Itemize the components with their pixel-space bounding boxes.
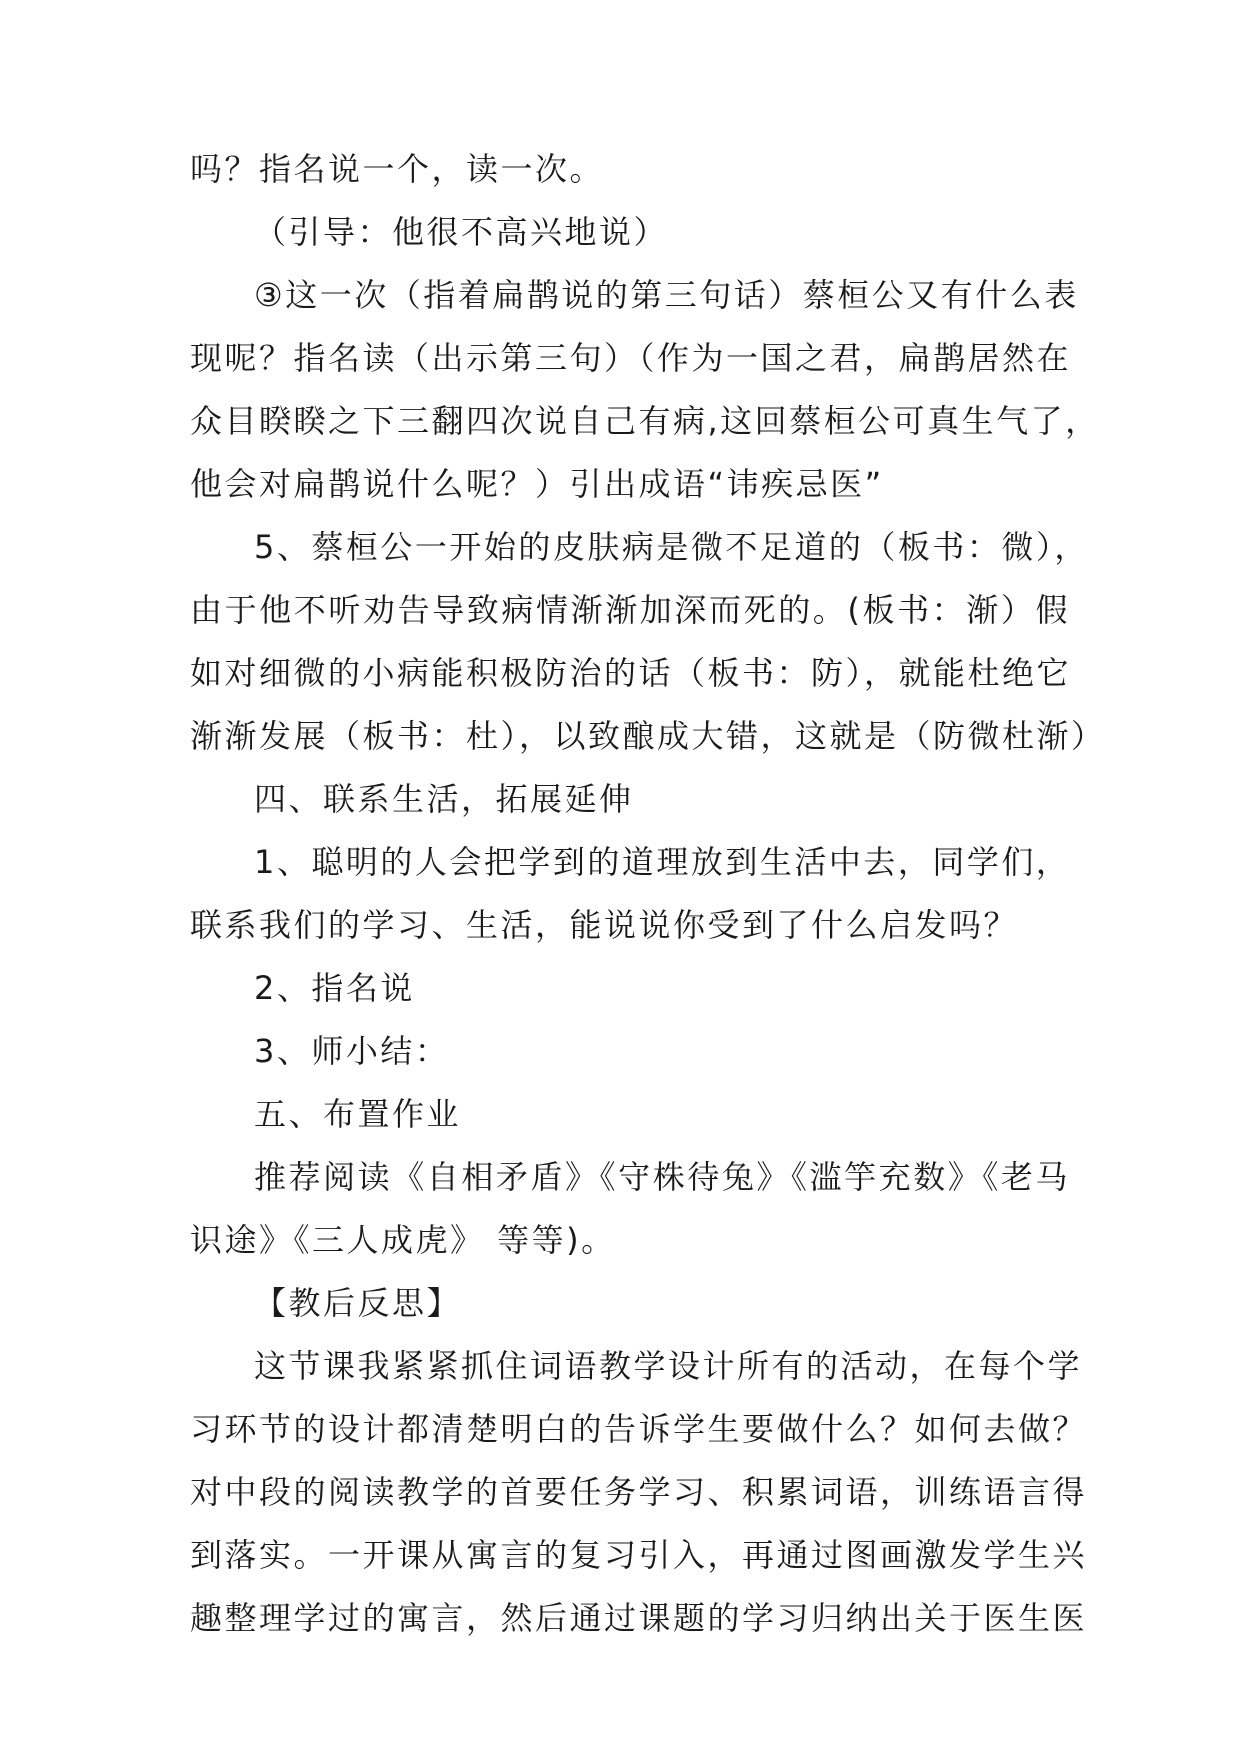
paragraph-line-15: 3、师小结： [254, 1032, 450, 1070]
paragraph-line-6: 他会对扁鹊说什么呢？）引出成语“讳疾忌医” [190, 465, 884, 503]
reflection-heading: 【教后反思】 [254, 1284, 462, 1322]
paragraph-line-12: 1、聪明的人会把学到的道理放到生活中去，同学们， [254, 843, 1071, 881]
paragraph-line-24: 趣整理学过的寓言，然后通过课题的学习归纳出关于医生医 [190, 1599, 1088, 1637]
paragraph-line-17: 推荐阅读《自相矛盾》《守株待兔》《滥竽充数》《老马 [254, 1158, 1070, 1196]
paragraph-line-21: 习环节的设计都清楚明白的告诉学生要做什么？如何去做？ [190, 1410, 1088, 1448]
paragraph-line-13: 联系我们的学习、生活，能说说你受到了什么启发吗？ [190, 906, 1019, 944]
paragraph-line-18: 识途》《三人成虎》 等等)。 [190, 1221, 616, 1259]
section-heading-5: 五、布置作业 [254, 1095, 462, 1133]
paragraph-line-14: 2、指名说 [254, 969, 415, 1007]
paragraph-line-20: 这节课我紧紧抓住词语教学设计所有的活动，在每个学 [254, 1347, 1083, 1385]
paragraph-line-7: 5、蔡桓公一开始的皮肤病是微不足道的（板书：微）， [254, 528, 1089, 566]
paragraph-line-3: ③这一次（指着扁鹊说的第三句话）蔡桓公又有什么表 [254, 276, 1079, 314]
paragraph-line-22: 对中段的阅读教学的首要任务学习、积累词语，训练语言得 [190, 1473, 1088, 1511]
paragraph-line-8: 由于他不听劝告导致病情渐渐加深而死的。(板书：渐）假 [190, 591, 1070, 629]
paragraph-line-9: 如对细微的小病能积极防治的话（板书：防），就能杜绝它 [190, 654, 1072, 692]
paragraph-line-23: 到落实。一开课从寓言的复习引入，再通过图画激发学生兴 [190, 1536, 1088, 1574]
paragraph-line-1: 吗？指名说一个，读一次。 [190, 150, 605, 188]
section-heading-4: 四、联系生活，拓展延伸 [254, 780, 634, 818]
paragraph-line-10: 渐渐发展（板书：杜），以致酿成大错，这就是（防微杜渐） [190, 717, 1106, 755]
paragraph-line-5: 众目睽睽之下三翻四次说自己有病,这回蔡桓公可真生气了， [190, 402, 1100, 440]
paragraph-line-2: （引导：他很不高兴地说） [254, 213, 669, 251]
paragraph-line-4: 现呢？指名读（出示第三句）（作为一国之君，扁鹊居然在 [190, 339, 1072, 377]
